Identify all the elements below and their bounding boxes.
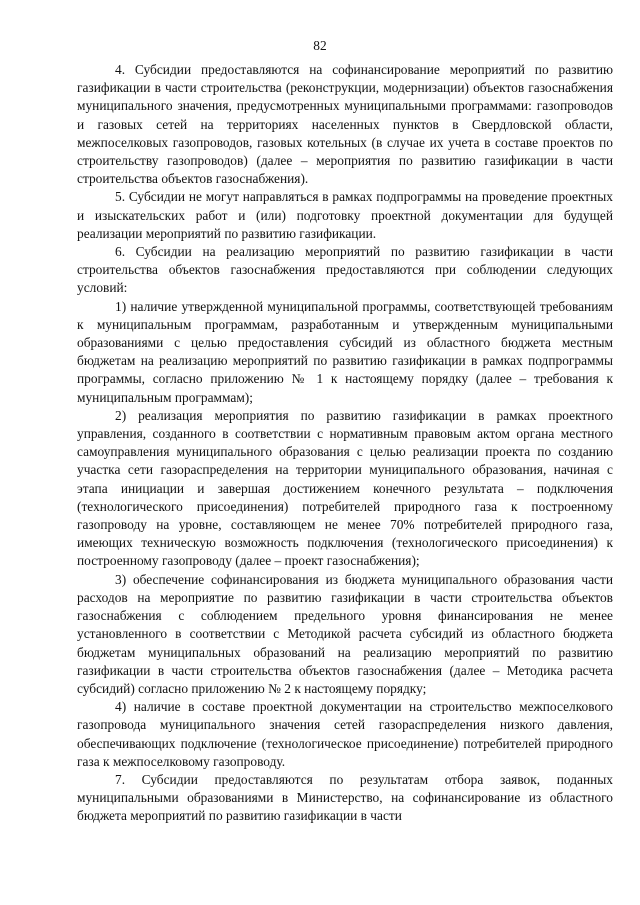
paragraph-5: 5. Субсидии не могут направляться в рамках подпрограммы на проведение проектных и изыскательских работ и (или) подготовку проектной документации для будущей реализации мероприятий по развитию газификации. (77, 189, 613, 241)
paragraph-6-item-3: 3) обеспечение софинансирования из бюджета муниципального образования части расходов на мероприятие по развитию газификации в части строительства объектов газоснабжения с соблюдением предельного уровня финансирования не менее установленного в соответствии с Методикой расчета субсидий из областного бюджета бюджетам муниципальных образований на реализацию мероприятий по развитию газификации в части строительства объектов газоснабжения (далее – Методика расчета субсидий) согласно приложению № 2 к настоящему порядку; (77, 571, 613, 696)
paragraph-6-item-4: 4) наличие в составе проектной документации на строительство межпоселкового газопровода муниципального значения сетей газораспределения низкого давления, обеспечивающих подключение (технологическое присоединение) потребителей природного газа к межпоселковому газопроводу. (77, 699, 613, 769)
paragraph-4: 4. Субсидии предоставляются на софинансирование мероприятий по развитию газификации в части строительства (реконструкции, модернизации) объектов газоснабжения муниципального значения, предусмотренных муниципальными программами: газопроводов и газовых сетей на территориях населенных пунктов в Свердловской области, межпоселковых газопроводов, газовых котельных (в случае их учета в составе проектов по строительству газопроводов) (далее – мероприятия по развитию газификации в части строительства объектов газоснабжения). (77, 62, 613, 187)
paragraph-6-item-1: 1) наличие утвержденной муниципальной программы, соответствующей требованиям к муниципальным программам, разработанным и утвержденным муниципальными образованиями с целью предоставления субсидий из областного бюджета местным бюджетам на реализацию мероприятий по развитию газификации в рамках подпрограммы программы, согласно приложению № 1 к настоящему порядку (далее – требования к муниципальным программам); (77, 298, 613, 405)
page-number: 82 (313, 38, 327, 53)
paragraph-7: 7. Субсидии предоставляются по результатам отбора заявок, поданных муниципальными образованиями в Министерство, на софинансирование из областного бюджета мероприятий по развитию газификации в части (77, 771, 613, 824)
document-body (77, 61, 613, 826)
paragraph-6: 6. Субсидии на реализацию мероприятий по развитию газификации в части строительства объектов газоснабжения предоставляются при соблюдении следующих условий: (77, 244, 613, 296)
paragraph-6-item-2: 2) реализация мероприятия по развитию газификации в рамках проектного управления, созданного в соответствии с нормативным правовым актом органа местного самоуправления муниципального образования с целью реализации проекта по созданию участка сети газораспределения на территории муниципального образования, начиная с этапа инициации и завершая достижением конечного результата – подключения (технологического присоединения) потребителей природного газа к построенному газопроводу на уровне, составляющем не менее 70% потребителей природного газа, имеющих техническую возможность подключения (технологического присоединения) к построенному газопроводу (далее – проект газоснабжения); (77, 407, 613, 569)
